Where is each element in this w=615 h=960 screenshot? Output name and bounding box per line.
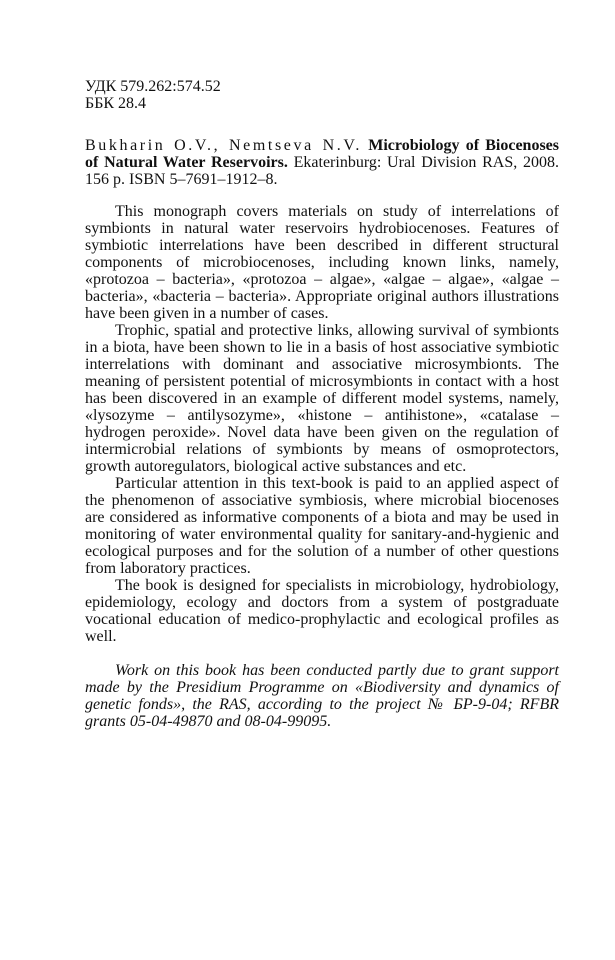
bibliographic-citation — [85, 137, 559, 188]
abstract-paragraph: This monograph covers materials on study of interrelations of symbionts in natural water reservoirs hydrobiocenoses. Features of symbiotic interrelations have been described in different structural components of microbiocenoses, including known links, namely, «protozoa – bacteria», «protozoa – algae», «algae – algae», «algae – bacteria», «bacteria – bacteria». Appropriate original authors illustrations have been given in a number of cases. — [85, 203, 559, 322]
bbk-code: ББК 28.4 — [85, 95, 147, 112]
abstract-paragraph: Trophic, spatial and protective links, allowing survival of symbionts in a biota, have been shown to lie in a basis of host associative symbiotic interrelations with dominant and associative microsymbionts. The meaning of persistent potential of microsymbionts in contact with a host has been discovered in an example of different model systems, namely, «lysozyme – antilysozyme», «histone – antihistone», «catalase – hydrogen peroxide». Novel data have been given on the regulation of intermicrobial relations of symbionts by means of osmoprotectors, growth autoregulators, biological active substances and etc. — [85, 322, 559, 475]
citation-authors: Bukharin O.V., Nemtseva N.V. — [85, 137, 363, 154]
document-page — [85, 78, 559, 730]
abstract-paragraph: Particular attention in this text-book is paid to an applied aspect of the phenomenon of associative symbiosis, where microbial biocenoses are considered as informative components of a biota and may be used in monitoring of water environmental quality for sanitary-and-hygienic and ecological purposes and for the solution of a number of other questions from laboratory practices. — [85, 475, 559, 577]
grant-acknowledgement: Work on this book has been conducted partly due to grant support made by the Presidium Programme on «Biodiversity and dynamics of genetic fonds», the RAS, according to the project № БР-9-04; RFBR grants 05-04-49870 and 08-04-99095. — [85, 662, 559, 730]
classification-block — [85, 78, 559, 112]
udc-code: УДК 579.262:574.52 — [85, 78, 221, 95]
citation-publication: Ekaterinburg: Ural Division RAS, 2008. 156 p. ISBN 5–7691–1912–8. — [85, 154, 559, 188]
abstract-paragraph: The book is designed for specialists in microbiology, hydrobiology, epidemiology, ecology and doctors from a system of postgraduate vocational education of medico-prophylactic and ecological profiles as well. — [85, 577, 559, 645]
citation-title: Microbiology of Biocenoses of Natural Water Reservoirs. — [85, 137, 559, 171]
abstract — [85, 203, 559, 645]
